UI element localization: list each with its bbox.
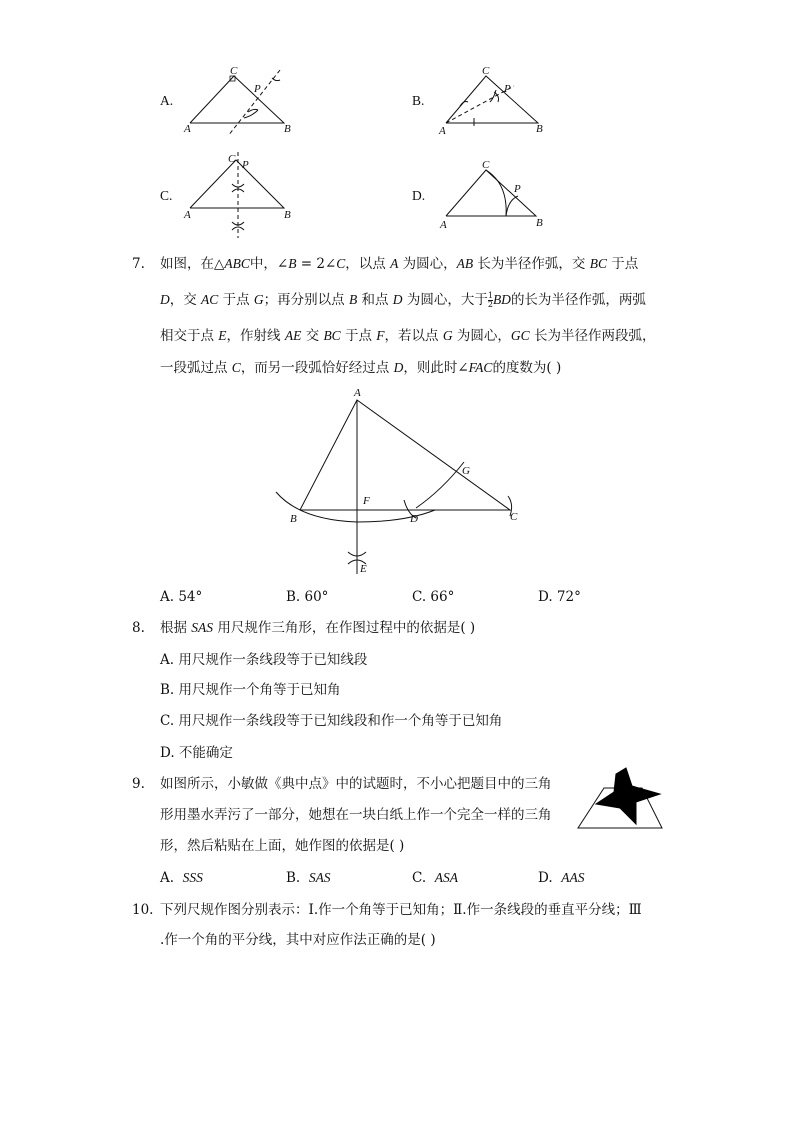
q10-stem-line-1: 下列尺规作图分别表示：Ⅰ.作一个角等于已知角；Ⅱ.作一条线段的垂直平分线；Ⅲ (160, 902, 642, 918)
ink-blot-star (596, 768, 660, 824)
fraction-one-half: $\frac{1}{2}$ (487, 291, 493, 309)
q7-figure (270, 382, 530, 582)
q6-figure-d (436, 156, 551, 234)
q9-stem-line-2: 形用墨水弄污了一部分，她想在一块白纸上作一个完全一样的三角 (160, 807, 552, 823)
q9-option-a[interactable]: A. SSS (160, 870, 203, 886)
q6-option-a-label[interactable]: A. (160, 93, 174, 108)
q9-number: 9. (132, 776, 145, 792)
q6-figure-b (436, 62, 551, 137)
q9-stem-line-1: 如图所示，小敏做《典中点》中的试题时，不小心把题目中的三角 (160, 776, 552, 792)
svg-text:E: E (360, 563, 367, 575)
q7-option-a[interactable]: A. 54° (160, 589, 203, 605)
svg-text:D: D (410, 513, 418, 525)
q6-option-c-label[interactable]: C. (160, 188, 173, 203)
svg-text:P: P (504, 83, 511, 95)
svg-text:B: B (284, 209, 291, 221)
q10-number: 10. (132, 902, 154, 918)
q8-option-b[interactable]: B. 用尺规作一个角等于已知角 (160, 682, 341, 698)
svg-text:B: B (536, 123, 543, 135)
q7-stem-line-1: 如图，在△ABC中，∠B = 2∠C，以点 A 为圆心，AB 长为半径作弧，交 BC 于点 (160, 256, 639, 272)
q9-option-b[interactable]: B. SAS (286, 870, 331, 886)
q6-option-b-label[interactable]: B. (412, 93, 425, 108)
svg-text:C: C (482, 65, 490, 77)
q7-stem-line-4: 一段弧过点 C，而另一段弧恰好经过点 D，则此时∠FAC的度数为( ) (160, 360, 562, 376)
q9-option-d[interactable]: D. AAS (538, 870, 585, 886)
q6-figure-c (180, 150, 290, 240)
q7-number: 7. (132, 256, 145, 272)
svg-text:B: B (284, 123, 291, 135)
svg-text:F: F (363, 495, 370, 507)
q8-number: 8. (132, 620, 145, 636)
svg-text:A: A (184, 209, 191, 221)
q7-option-c[interactable]: C. 66° (412, 589, 455, 605)
svg-text:A: A (184, 123, 191, 135)
svg-text:C: C (482, 159, 490, 171)
q8-option-d[interactable]: D. 不能确定 (160, 745, 233, 761)
q10-stem-line-2: .作一个角的平分线，其中对应作法正确的是( ) (160, 932, 436, 948)
q8-option-c[interactable]: C. 用尺规作一条线段等于已知线段和作一个角等于已知角 (160, 713, 503, 729)
svg-text:B: B (536, 217, 543, 229)
q7-stem-line-2: D，交 AC 于点 G；再分别以点 B 和点 D 为圆心，大于 $\frac{1}{2}$ BD的长为半径作弧，两弧 (160, 291, 646, 309)
label-c: C (230, 65, 238, 77)
q9-ink-triangle-figure (574, 764, 666, 834)
svg-text:P: P (514, 183, 521, 195)
svg-text:P: P (242, 159, 249, 171)
q7-option-d[interactable]: D. 72° (538, 589, 581, 605)
q9-stem-line-3: 形，然后粘贴在上面，她作图的依据是( ) (160, 838, 405, 854)
svg-text:A: A (440, 219, 447, 231)
q9-option-c[interactable]: C. ASA (412, 870, 458, 886)
svg-text:C: C (228, 153, 236, 165)
q6-figure-a (180, 62, 290, 137)
svg-text:B: B (290, 513, 297, 525)
q6-option-d-label[interactable]: D. (412, 188, 426, 203)
svg-text:C: C (510, 511, 518, 523)
svg-text:A: A (439, 125, 446, 137)
q7-option-b[interactable]: B. 60° (286, 589, 329, 605)
svg-text:A: A (354, 387, 361, 399)
q7-stem-line-3: 相交于点 E，作射线 AE 交 BC 于点 F，若以点 G 为圆心，GC 长为半径作两段弧， (160, 328, 656, 344)
svg-text:P: P (254, 83, 261, 95)
svg-text:G: G (462, 465, 470, 477)
q8-stem: 根据 SAS 用尺规作三角形，在作图过程中的依据是( ) (160, 620, 476, 636)
q8-option-a[interactable]: A. 用尺规作一条线段等于已知线段 (160, 652, 368, 668)
